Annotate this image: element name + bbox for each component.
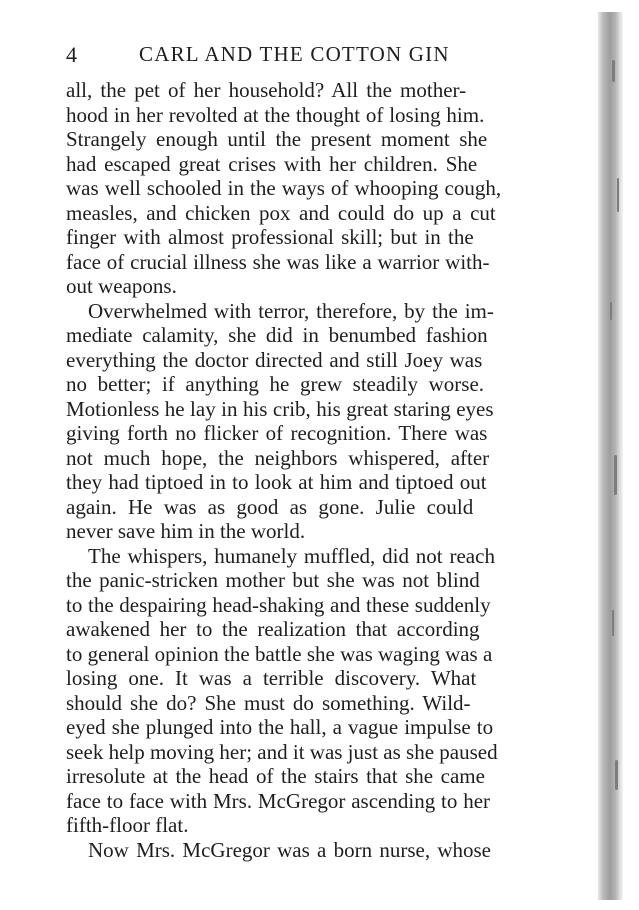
text-line: should she do? She must do something. Wild-: [66, 690, 471, 715]
text-line: all, the pet of her household? All the mother-: [66, 78, 467, 102]
scan-speck: [614, 455, 617, 495]
text-line: eyed she plunged into the hall, a vague impulse to: [66, 715, 494, 739]
text-line: The whispers, humanely muffled, did not reach: [88, 543, 495, 568]
text-line: Motionless he lay in his crib, his great staring eyes: [66, 396, 494, 421]
text-line: mediate calamity, she did in benumbed fashion: [66, 323, 488, 347]
scan-speck: [615, 760, 618, 790]
text-line: was well schooled in the ways of whooping cough,: [66, 176, 502, 200]
scan-speck: [612, 60, 615, 82]
text-line: awakened her to the realization that according: [66, 617, 480, 641]
page-gutter: [591, 0, 639, 910]
text-line: fifth-floor flat.: [66, 813, 189, 837]
text-line: no better; if anything he grew steadily worse.: [66, 372, 485, 396]
text-line: to the despairing head-shaking and these suddenly: [66, 592, 491, 617]
text-line: they had tiptoed in to look at him and tiptoed out: [66, 470, 487, 494]
scan-speck: [610, 302, 612, 320]
text-line: measles, and chicken pox and could do up a cut: [66, 200, 496, 225]
running-title: CARL AND THE COTTON GIN: [139, 42, 450, 66]
text-line: not much hope, the neighbors whispered, after: [66, 445, 490, 470]
text-line: giving forth no flicker of recognition. There was: [66, 421, 488, 445]
page-number: 4: [66, 42, 78, 67]
text-line: hood in her revolted at the thought of losing him.: [66, 102, 485, 127]
text-line: to general opinion the battle she was waging was a: [66, 641, 493, 666]
text-line: finger with almost professional skill; but in the: [66, 225, 474, 249]
text-line: Overwhelmed with terror, therefore, by the im-: [88, 298, 494, 323]
scan-speck: [617, 178, 619, 212]
text-line: seek help moving her; and it was just as she paused: [66, 739, 498, 764]
page-header: [66, 40, 566, 70]
binding-shadow: [598, 12, 623, 900]
text-line: never save him in the world.: [66, 519, 306, 543]
text-line: face of crucial illness she was like a warrior with-: [66, 249, 490, 274]
text-line: everything the doctor directed and still Joey was: [66, 347, 483, 372]
text-line: out weapons.: [66, 274, 177, 298]
text-line: again. He was as good as gone. Julie could: [66, 494, 474, 519]
scan-speck: [612, 610, 614, 636]
text-line: Strangely enough until the present moment she: [66, 127, 488, 151]
text-line: Now Mrs. McGregor was a born nurse, whose: [88, 837, 492, 862]
text-line: had escaped great crises with her children. She: [66, 151, 478, 176]
text-line: the panic-stricken mother but she was not blind: [66, 568, 480, 592]
text-line: irresolute at the head of the stairs that she came: [66, 764, 485, 788]
text-line: face to face with Mrs. McGregor ascending to her: [66, 788, 491, 813]
text-line: losing one. It was a terrible discovery. What: [66, 666, 477, 690]
